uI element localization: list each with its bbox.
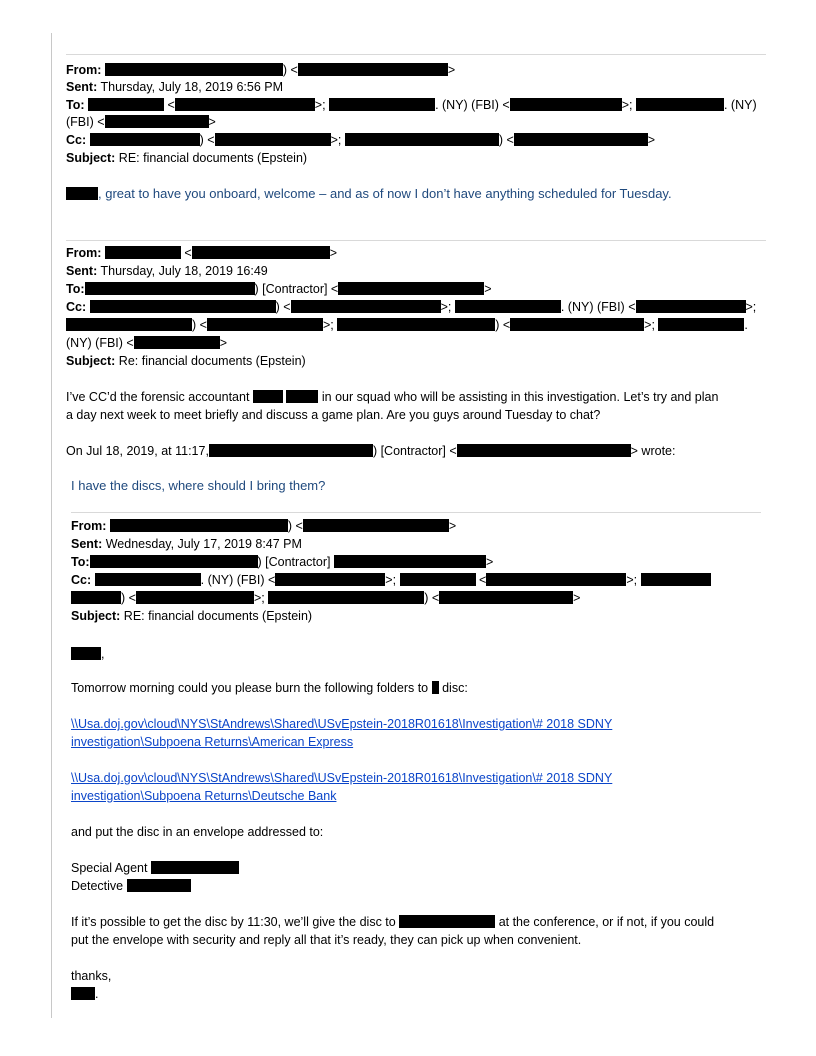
redaction bbox=[95, 573, 201, 586]
redaction bbox=[209, 444, 373, 457]
email1-from-line bbox=[66, 61, 455, 79]
redaction bbox=[636, 300, 746, 313]
subject-value: Re: financial documents (Epstein) bbox=[118, 354, 306, 368]
sent-label: Sent: bbox=[66, 264, 98, 278]
text: > bbox=[448, 519, 457, 533]
email1-subject-line bbox=[66, 149, 307, 167]
email3-signature bbox=[71, 985, 98, 1003]
redaction bbox=[298, 63, 448, 76]
redaction bbox=[455, 300, 561, 313]
email1-to-line bbox=[66, 96, 757, 114]
redaction bbox=[134, 336, 220, 349]
text: . bbox=[744, 318, 748, 332]
redaction bbox=[457, 444, 631, 457]
redaction bbox=[105, 246, 181, 259]
text: , bbox=[101, 647, 105, 661]
redaction bbox=[192, 246, 330, 259]
text: I have the discs, where should I bring them? bbox=[71, 478, 326, 493]
email2-body-line2 bbox=[66, 406, 600, 424]
email3-cc-line2 bbox=[71, 589, 580, 607]
to-label: To: bbox=[66, 98, 85, 112]
text: > bbox=[208, 115, 216, 129]
text: and put the disc in an envelope addressed to: bbox=[71, 825, 324, 839]
text: ) < bbox=[275, 300, 291, 314]
folder-link-line[interactable]: investigation\Subpoena Returns\Deutsche Bank bbox=[71, 789, 337, 803]
sent-value: Thursday, July 18, 2019 6:56 PM bbox=[100, 80, 284, 94]
redaction bbox=[439, 591, 573, 604]
email2-cc-line2 bbox=[66, 316, 748, 334]
email1-to-line2 bbox=[66, 113, 216, 131]
text: >; bbox=[644, 318, 655, 332]
text: . (NY) (FBI) < bbox=[560, 300, 636, 314]
redaction bbox=[71, 647, 101, 660]
text: I’ve CC’d the forensic accountant bbox=[66, 390, 250, 404]
redaction bbox=[88, 98, 164, 111]
redaction bbox=[510, 318, 644, 331]
email2-to-line bbox=[66, 280, 492, 298]
redaction bbox=[90, 300, 276, 313]
email3-p1 bbox=[71, 679, 468, 697]
email1-body bbox=[66, 185, 672, 203]
folder-link-american-express[interactable] bbox=[71, 715, 612, 751]
text: . (NY) (FBI) < bbox=[200, 573, 276, 587]
text: If it’s possible to get the disc by 11:30, we’ll give the disc to bbox=[71, 915, 396, 929]
text: Detective bbox=[71, 879, 124, 893]
redaction bbox=[127, 879, 191, 892]
email2-quoted-reply bbox=[71, 477, 325, 495]
text: ) < bbox=[192, 318, 207, 332]
text: Special Agent bbox=[71, 861, 148, 875]
text: > bbox=[484, 282, 492, 296]
from-label: From: bbox=[66, 246, 102, 260]
redaction bbox=[253, 390, 283, 403]
redaction bbox=[303, 519, 449, 532]
sent-label: Sent: bbox=[66, 80, 98, 94]
text: >; bbox=[440, 300, 452, 314]
redaction bbox=[175, 98, 315, 111]
redaction bbox=[268, 591, 424, 604]
email2-body-line1 bbox=[66, 388, 718, 406]
email1-cc-line bbox=[66, 131, 655, 149]
to-label: To: bbox=[71, 555, 90, 569]
redaction bbox=[85, 282, 255, 295]
text: . bbox=[95, 987, 99, 1001]
text: > bbox=[329, 246, 338, 260]
redaction bbox=[329, 98, 435, 111]
subject-value: RE: financial documents (Epstein) bbox=[118, 151, 308, 165]
text: < bbox=[167, 98, 175, 112]
email2-quote-intro bbox=[66, 442, 675, 460]
text: ) < bbox=[121, 591, 136, 605]
text: >; bbox=[621, 98, 633, 112]
subject-label: Subject: bbox=[66, 354, 116, 368]
cc-label: Cc: bbox=[66, 133, 87, 147]
text: ) < bbox=[282, 63, 298, 77]
redaction bbox=[514, 133, 648, 146]
redaction bbox=[399, 915, 495, 928]
email-separator bbox=[66, 240, 766, 241]
from-label: From: bbox=[71, 519, 107, 533]
text: thanks, bbox=[71, 969, 112, 983]
text: >; bbox=[330, 133, 342, 147]
email2-from-line bbox=[66, 244, 337, 262]
email2-sent-line bbox=[66, 262, 268, 280]
redaction bbox=[286, 390, 318, 403]
redaction bbox=[334, 555, 486, 568]
text: ) [Contractor] bbox=[257, 555, 331, 569]
redaction bbox=[105, 63, 283, 76]
redaction bbox=[66, 187, 98, 200]
text: >; bbox=[385, 573, 397, 587]
redaction bbox=[636, 98, 724, 111]
email3-p3-line1 bbox=[71, 913, 714, 931]
email1-sent-line bbox=[66, 78, 283, 96]
email3-detective-line bbox=[71, 877, 191, 895]
redaction bbox=[400, 573, 476, 586]
redaction bbox=[71, 591, 121, 604]
redaction bbox=[510, 98, 622, 111]
subject-label: Subject: bbox=[71, 609, 121, 623]
subject-label: Subject: bbox=[66, 151, 116, 165]
redaction bbox=[338, 282, 484, 295]
text: , great to have you onboard, welcome – and as of now I don’t have anything scheduled for Tuesday. bbox=[98, 186, 672, 201]
text: ) < bbox=[287, 519, 303, 533]
sent-value: Thursday, July 18, 2019 16:49 bbox=[100, 264, 268, 278]
cc-label: Cc: bbox=[66, 300, 87, 314]
text: >; bbox=[745, 300, 757, 314]
text: > bbox=[447, 63, 456, 77]
email3-agent-line bbox=[71, 859, 239, 877]
text: > bbox=[219, 336, 228, 350]
redaction bbox=[658, 318, 744, 331]
folder-link-line[interactable]: \\Usa.doj.gov\cloud\NYS\StAndrews\Shared\USvEpstein-2018R01618\Investigation\# 2018 SDNY bbox=[71, 717, 613, 731]
text: (NY) (FBI) < bbox=[66, 336, 134, 350]
folder-link-deutsche-bank[interactable] bbox=[71, 769, 612, 805]
redaction bbox=[345, 133, 499, 146]
email2-cc-line3 bbox=[66, 334, 227, 352]
text: ) < bbox=[199, 133, 215, 147]
text: ) < bbox=[495, 318, 511, 332]
email-separator bbox=[71, 512, 761, 513]
text: ) < bbox=[498, 133, 514, 147]
redaction bbox=[105, 115, 209, 128]
text: at the conference, or if not, if you could bbox=[498, 915, 715, 929]
redaction bbox=[275, 573, 385, 586]
text: >; bbox=[253, 591, 265, 605]
text: < bbox=[479, 573, 487, 587]
text: >; bbox=[626, 573, 638, 587]
redaction bbox=[151, 861, 239, 874]
text: in our squad who will be assisting in this investigation. Let’s try and plan bbox=[321, 390, 719, 404]
email-separator bbox=[66, 54, 766, 55]
text: > bbox=[647, 133, 656, 147]
redaction bbox=[90, 555, 258, 568]
email3-cc-line bbox=[71, 571, 711, 589]
to-label: To: bbox=[66, 282, 85, 296]
text: a day next week to meet briefly and discuss a game plan. Are you guys around Tuesday to chat? bbox=[66, 408, 601, 422]
redaction bbox=[110, 519, 288, 532]
text: >; bbox=[314, 98, 326, 112]
text: < bbox=[184, 246, 192, 260]
text: ) [Contractor] < bbox=[372, 444, 457, 458]
text: put the envelope with security and reply all that it’s ready, they can pick up when convenient. bbox=[71, 933, 582, 947]
folder-link-line[interactable]: investigation\Subpoena Returns\American Express bbox=[71, 735, 354, 749]
text: . (NY) bbox=[723, 98, 757, 112]
redaction bbox=[136, 591, 254, 604]
sent-label: Sent: bbox=[71, 537, 103, 551]
text: >; bbox=[322, 318, 334, 332]
redaction bbox=[291, 300, 441, 313]
email3-sent-line bbox=[71, 535, 302, 553]
redaction bbox=[337, 318, 495, 331]
sent-value: Wednesday, July 17, 2019 8:47 PM bbox=[105, 537, 302, 551]
email3-p2 bbox=[71, 823, 323, 841]
email3-subject-line bbox=[71, 607, 312, 625]
email3-p3-line2 bbox=[71, 931, 581, 949]
cc-label: Cc: bbox=[71, 573, 92, 587]
text: (FBI) < bbox=[66, 115, 105, 129]
email2-subject-line bbox=[66, 352, 306, 370]
text: Tomorrow morning could you please burn the following folders to bbox=[71, 681, 429, 695]
from-label: From: bbox=[66, 63, 102, 77]
text: disc: bbox=[442, 681, 468, 695]
redaction bbox=[641, 573, 711, 586]
text: > bbox=[485, 555, 494, 569]
left-margin-rule bbox=[51, 33, 52, 1018]
email3-from-line bbox=[71, 517, 456, 535]
email3-greeting bbox=[71, 645, 104, 663]
folder-link-line[interactable]: \\Usa.doj.gov\cloud\NYS\StAndrews\Shared\USvEpstein-2018R01618\Investigation\# 2018 SDNY bbox=[71, 771, 613, 785]
subject-value: RE: financial documents (Epstein) bbox=[123, 609, 313, 623]
text: . (NY) (FBI) < bbox=[435, 98, 510, 112]
text: ) [Contractor] < bbox=[254, 282, 339, 296]
redaction bbox=[71, 987, 95, 1000]
redaction bbox=[207, 318, 323, 331]
redaction bbox=[90, 133, 200, 146]
redaction bbox=[432, 681, 439, 694]
redaction bbox=[66, 318, 192, 331]
email3-signoff bbox=[71, 967, 111, 985]
text: > bbox=[573, 591, 581, 605]
email2-cc-line bbox=[66, 298, 756, 316]
email3-to-line bbox=[71, 553, 493, 571]
text: ) < bbox=[424, 591, 440, 605]
text: On Jul 18, 2019, at 11:17, bbox=[66, 444, 209, 458]
redaction bbox=[215, 133, 331, 146]
redaction bbox=[486, 573, 626, 586]
text: > wrote: bbox=[630, 444, 676, 458]
